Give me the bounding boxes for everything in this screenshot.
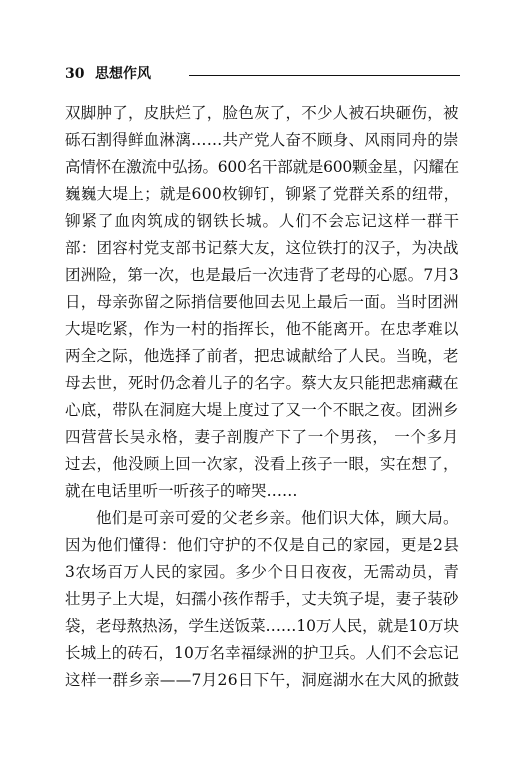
- text-line: 母去世，死时仍念着儿子的名字。蔡大友只能把悲痛藏在: [65, 374, 459, 392]
- text-line: 长城上的砖石，10万名幸福绿洲的护卫兵。人们不会忘记: [65, 644, 459, 662]
- paragraph-2: [65, 505, 459, 694]
- text-line: 四营营长吴永格，妻子剖腹产下了一个男孩， 一个多月: [65, 428, 459, 446]
- text-line: 砾石割得鲜血淋漓……共产党人奋不顾身、风雨同舟的崇: [65, 131, 459, 149]
- text-line: 因为他们懂得：他们守护的不仅是自己的家园，更是2县: [65, 536, 460, 554]
- text-line: 两全之际，他选择了前者，把忠诚献给了人民。当晚，老: [65, 347, 459, 365]
- paragraph-1: [65, 100, 459, 505]
- text-line: 团洲险，第一次，也是最后一次违背了老母的心愿。7月3: [65, 266, 459, 284]
- running-header: [65, 64, 460, 84]
- text-line: 他们是可亲可爱的父老乡亲。他们识大体，顾大局。: [96, 509, 459, 527]
- text-line: 心底，带队在洞庭大堤上度过了又一个不眠之夜。团洲乡: [65, 401, 459, 419]
- text-line: 铆紧了血肉筑成的钢铁长城。人们不会忘记这样一群干: [65, 212, 460, 230]
- text-line: 巍巍大堤上；就是600枚铆钉，铆紧了党群关系的纽带，: [65, 185, 460, 203]
- text-line: 高情怀在激流中弘扬。600名干部就是600颗金星，闪耀在: [65, 158, 459, 176]
- chapter-title: 思想作风: [95, 66, 151, 82]
- text-line: 大堤吃紧，作为一村的指挥长，他不能离开。在忠孝难以: [65, 320, 459, 338]
- text-line: 日，母亲弥留之际捎信要他回去见上最后一面。当时团洲: [65, 293, 459, 311]
- text-line: 袋，老母熬热汤，学生送饭菜……10万人民，就是10万块: [65, 617, 459, 635]
- text-line: 3农场百万人民的家园。多少个日日夜夜，无需动员，青: [65, 563, 460, 581]
- text-line: 部：团容村党支部书记蔡大友，这位铁打的汉子，为决战: [65, 239, 459, 257]
- text-line: 就在电话里听一听孩子的啼哭……: [65, 482, 298, 500]
- text-line: 这样一群乡亲——7月26日下午，洞庭湖水在大风的掀鼓: [65, 671, 460, 689]
- text-line: 过去，他没顾上回一次家，没看上孩子一眼，实在想了，: [65, 455, 459, 473]
- text-line: 双脚肿了，皮肤烂了，脸色灰了，不少人被石块砸伤，被: [65, 104, 459, 122]
- header-rule: [189, 75, 460, 76]
- page-number: 30: [65, 66, 85, 82]
- body-text: [65, 100, 459, 694]
- text-line: 壮男子上大堤，妇孺小孩作帮手，丈夫筑子堤，妻子装砂: [65, 590, 459, 608]
